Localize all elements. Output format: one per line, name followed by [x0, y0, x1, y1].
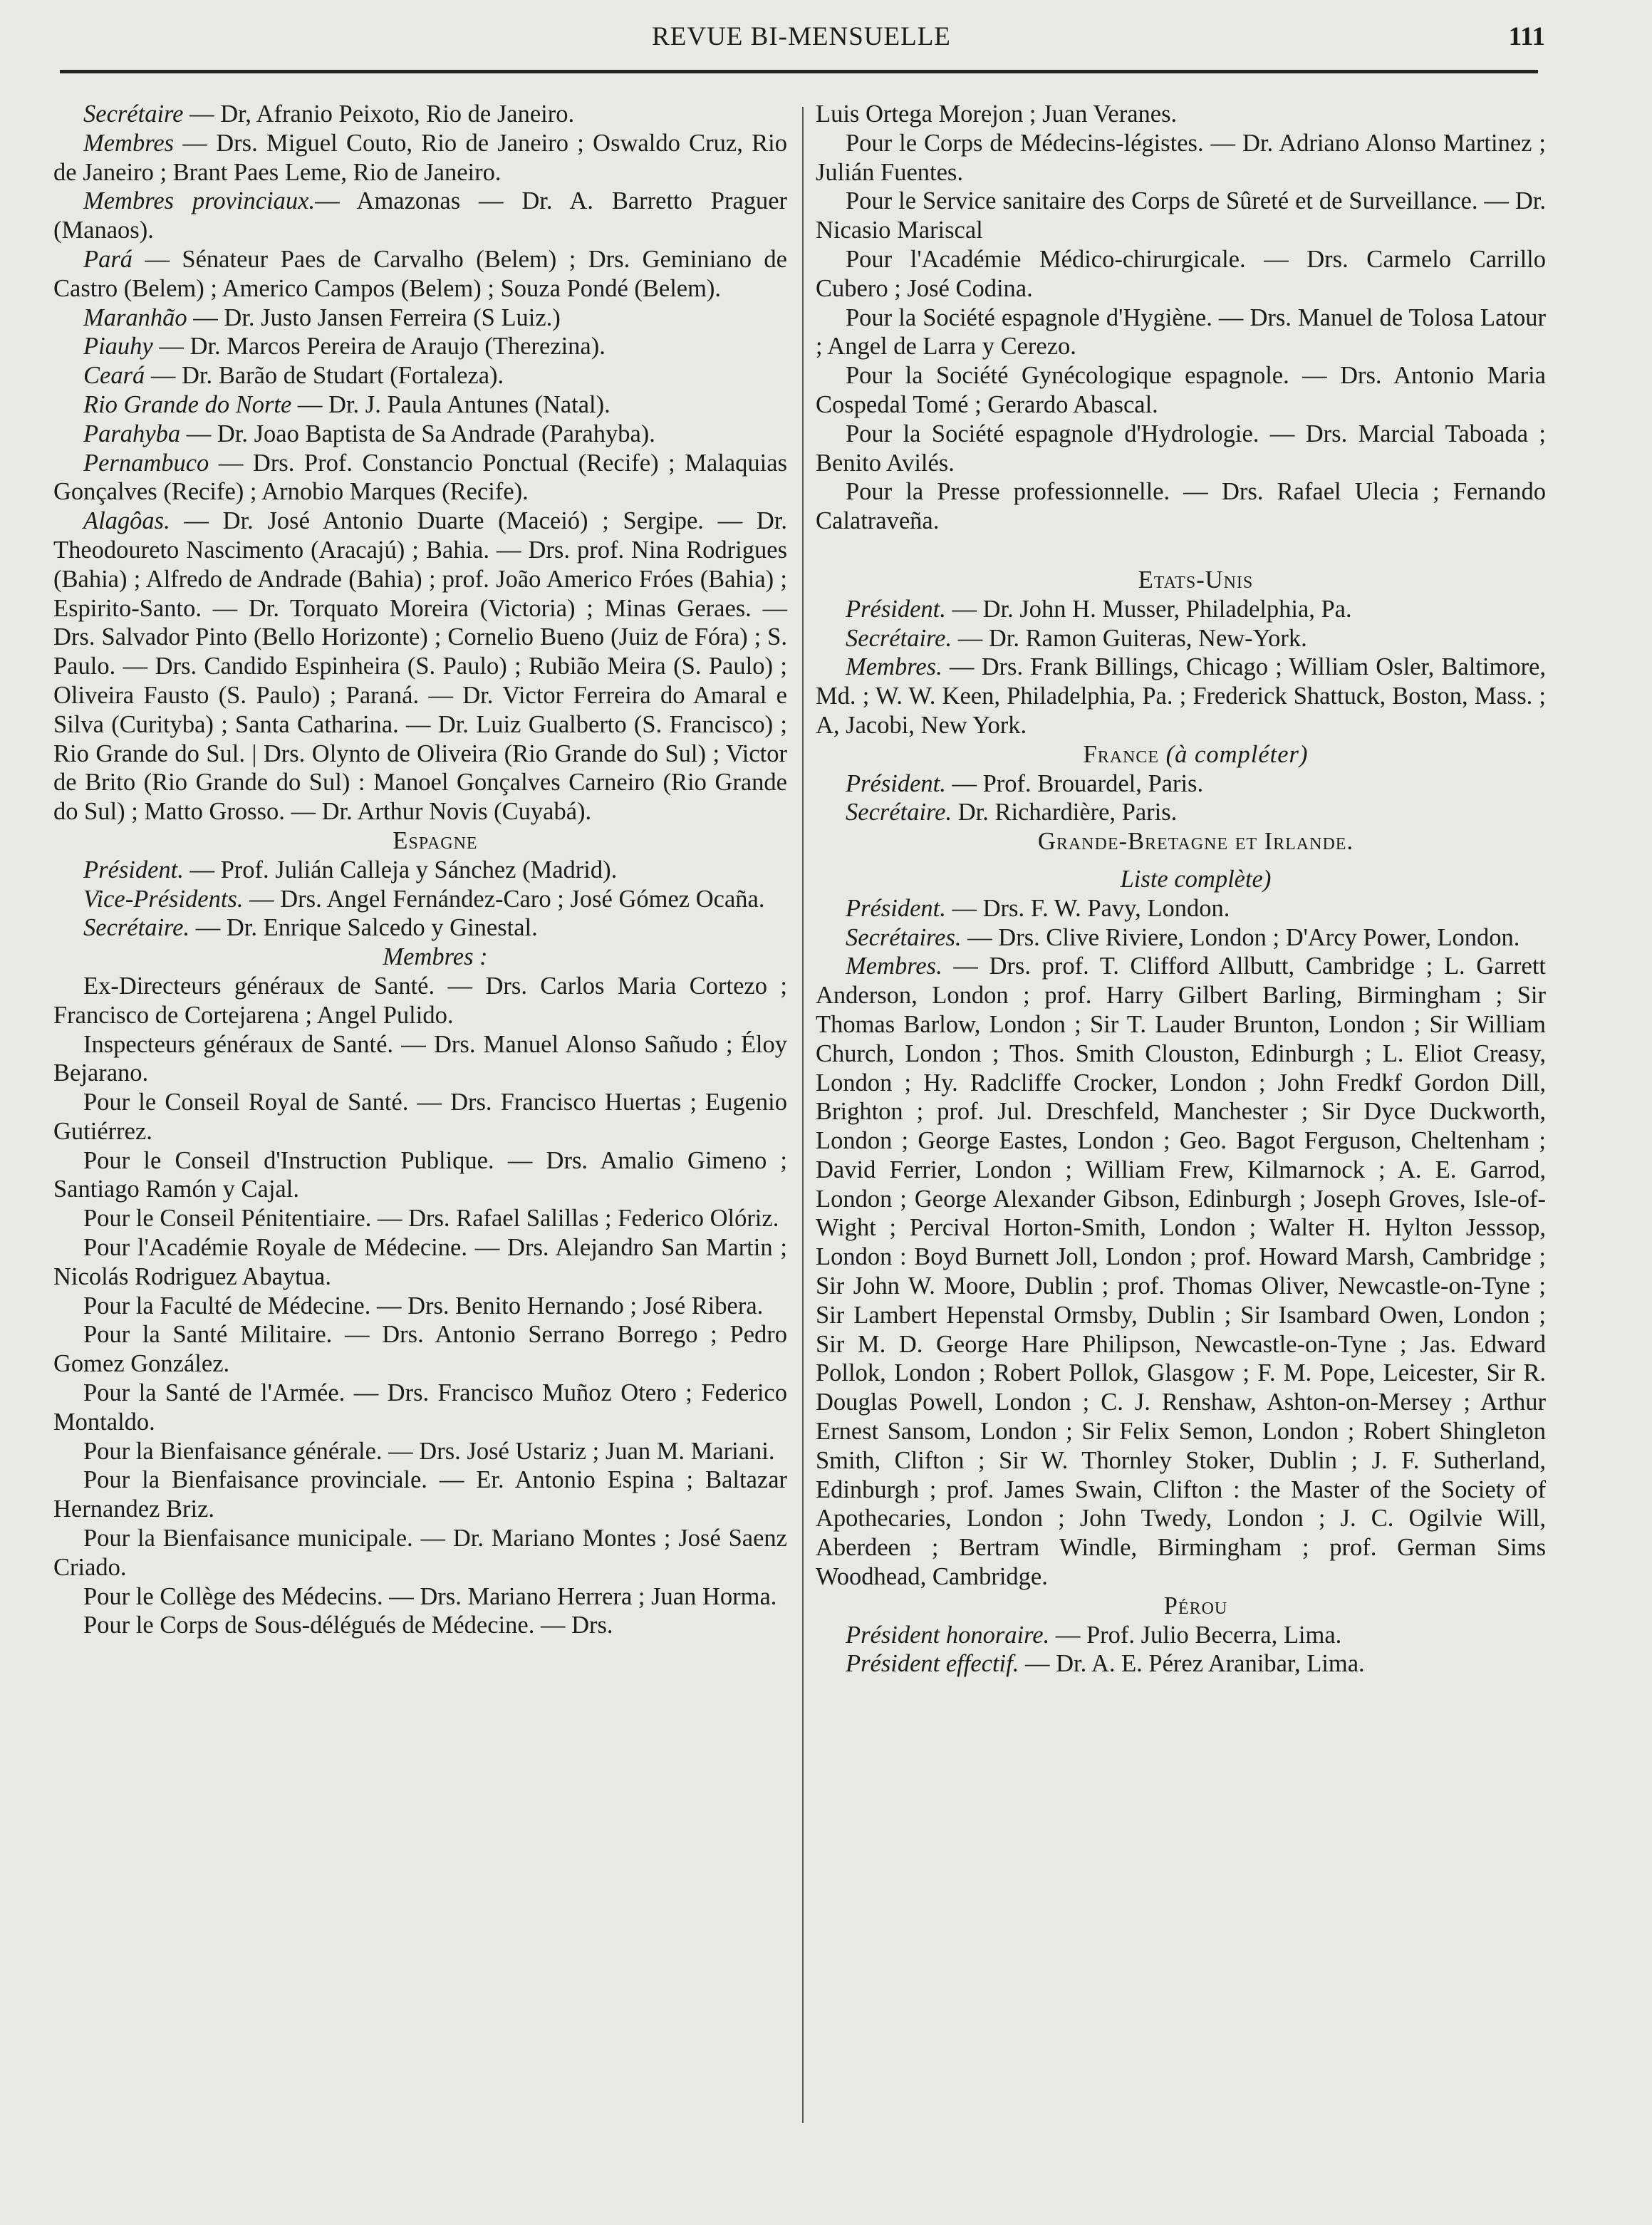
entry: Pour la Bienfaisance provinciale. — Er. Antonio Espina ; Baltazar Hernandez Briz. [53, 1466, 787, 1523]
spain-members [53, 972, 787, 1640]
left-column [53, 100, 787, 1640]
entry-text: — Dr. José Antonio Duarte (Maceió) ; Sergipe. — Dr. Theodoureto Nascimento (Aracajú) ; Bahia. — Drs. prof. Nina Rodrigues (Bahia) ; Alfredo de Andrade (Bahia) ; prof. João Americo Fróes (Bahia) ; Espirito-Santo. — Dr. Torquato Moreira (Victoria) ; Minas Geraes. — Drs. Salvador Pinto (Bello Horizonte) ; Cornelio Bueno (Juiz de Fóra) ; S. Paulo. — Drs. Candido Espinheira (S. Paulo) ; Rubião Meira (S. Paulo) ; Oliveira Fausto (S. Paulo) ; Paraná. — Dr. Victor Ferreira do Amaral e Silva (Curityba) ; Santa Catharina. — Dr. Luiz Gualberto (S. Francisco) ; Rio Grande do Sul. | Drs. Olynto de Oliveira (Rio Grande do Sul) ; Victor de Brito (Rio Grande do Sul) : Manoel Gonçalves Carneiro (Rio Grande do Sul) ; Matto Grosso. — Dr. Arthur Novis (Cuyabá). [53, 507, 787, 826]
entry [53, 100, 787, 129]
entry: Pour le Collège des Médecins. — Drs. Mariano Herrera ; Juan Horma. [83, 1582, 777, 1610]
entry: Luis Ortega Morejon ; Juan Veranes. [816, 100, 1178, 128]
spain-continued [816, 100, 1546, 536]
entry-role: Membres. [846, 653, 942, 681]
entry [53, 449, 787, 507]
entry: Pour la Santé de l'Armée. — Drs. Francisco Muñoz Otero ; Federico Montaldo. [53, 1379, 787, 1436]
entry: Pour l'Académie Royale de Médecine. — Drs. Alejandro San Martin ; Nicolás Rodriguez Abaytua. [53, 1234, 787, 1290]
entry-text: — Prof. Brouardel, Paris. [945, 769, 1204, 797]
entry: Pour le Service sanitaire des Corps de Sûreté et de Surveillance. — Dr. Nicasio Mariscal [816, 187, 1546, 244]
entry-text: — Dr. J. Paula Antunes (Natal). [291, 390, 611, 418]
entry [816, 1649, 1546, 1679]
entry-text: — Prof. Julio Becerra, Lima. [1049, 1621, 1342, 1649]
entry [816, 595, 1546, 624]
section-heading-france [816, 740, 1546, 769]
entry-text: — Drs. Frank Billings, Chicago ; William Osler, Baltimore, Md. ; W. W. Keen, Philadelphia, Pa. ; Frederick Shattuck, Boston, Mass. ; A, Jacobi, New York. [816, 653, 1546, 739]
header-rule [60, 70, 1538, 73]
entry: Pour la Société Gynécologique espagnole. — Drs. Antonio Maria Cospedal Tomé ; Gerardo Abascal. [816, 362, 1546, 418]
entry-role: Secrétaire. [846, 799, 952, 826]
entry-role: Président. [83, 856, 184, 883]
entry-text: — Amazonas — Dr. A. Barretto Praguer (Manaos). [53, 187, 788, 244]
entry: Pour la Bienfaisance municipale. — Dr. Mariano Montes ; José Saenz Criado. [53, 1525, 787, 1581]
entry [53, 885, 787, 914]
entry [816, 798, 1546, 827]
entry [816, 624, 1546, 653]
entry: Pour la Société espagnole d'Hydrologie. — Drs. Marcial Taboada ; Benito Avilés. [816, 420, 1546, 477]
entry [53, 245, 787, 304]
entry-role: Maranhão [83, 304, 187, 331]
entry-text: — Drs. Miguel Couto, Rio de Janeiro ; Oswaldo Cruz, Rio de Janeiro ; Brant Paes Leme, Rio de Janeiro. [53, 129, 787, 186]
entry: Pour le Conseil d'Instruction Publique. — Drs. Amalio Gimeno ; Santiago Ramón y Cajal. [53, 1146, 787, 1203]
running-title: REVUE BI-MENSUELLE [652, 22, 951, 51]
entry: Pour la Bienfaisance générale. — Drs. José Ustariz ; Juan M. Mariani. [83, 1437, 775, 1465]
entry-role: Membres provinciaux. [83, 187, 316, 215]
entry-role: Pernambuco [83, 449, 209, 477]
entry: Pour le Corps de Médecins-légistes. — Dr. Adriano Alonso Martinez ; Julián Fuentes. [816, 129, 1546, 186]
peru-section [816, 1621, 1546, 1679]
entry [53, 390, 787, 420]
entry-role: Président. [846, 894, 946, 922]
entry [816, 769, 1546, 799]
entry-role: Parahyba [83, 420, 181, 447]
entry [53, 507, 787, 826]
entry [53, 332, 787, 361]
entry-text: — Sénateur Paes de Carvalho (Belem) ; Drs. Geminiano de Castro (Belem) ; Americo Campos (Belem) ; Souza Pondé (Belem). [53, 245, 787, 302]
entry-text: Dr. Richardière, Paris. [952, 799, 1178, 826]
spain-officers [53, 856, 787, 943]
entry: Inspecteurs généraux de Santé. — Drs. Manuel Alonso Sañudo ; Éloy Bejarano. [53, 1030, 787, 1087]
entry [816, 653, 1546, 740]
entry-text: — Drs. Clive Riviere, London ; D'Arcy Power, London. [961, 923, 1520, 951]
entry-text: — Drs. prof. T. Clifford Allbutt, Cambridge ; L. Garrett Anderson, London ; prof. Harry Gilbert Barling, Birmingham ; Sir Thomas Barlow, London ; Sir T. Lauder Brunton, London ; Sir William Church, London ; Thos. Smith Clouston, Edinburgh ; L. Eliot Creasy, London ; Hy. Radcliffe Crocker, London ; John Fredkf Gordon Dill, Brighton ; prof. Jul. Dreschfeld, Manchester ; Sir Dyce Duckworth, London ; George Eastes, London ; Geo. Bagot Ferguson, Cheltenham ; David Ferrier, London ; William Frew, Kilmarnock ; A. E. Garrod, London ; George Alexander Gibson, Edinburgh ; Joseph Groves, Isle-of-Wight ; Percival Horton-Smith, London ; Walter H. Hylton Jesssop, London : Boyd Burnett Joll, London ; prof. Howard Marsh, Cambridge ; Sir John W. Moore, Dublin ; prof. Thomas Oliver, Newcastle-on-Tyne ; Sir Lambert Hepenstal Ormsby, Dublin ; Sir Isambard Owen, London ; Sir M. D. George Hare Philipson, Newcastle-on-Tyne ; Jas. Edward Pollok, London ; Robert Pollok, Glasgow ; F. M. Pope, Leicester, Sir R. Douglas Powell, London ; C. J. Renshaw, Ashton-on-Mersey ; Arthur Ernest Sansom, London ; Sir Felix Semon, London ; Robert Shingleton Smith, Clifton ; Sir W. Thornley Stoker, Dublin ; J. F. Sutherland, Edinburgh ; prof. James Swain, Clifton : the Master of the Society of Apothecaries, London ; John Twedy, London ; J. C. Ogilvie Will, Aberdeen ; Bertram Windle, Birmingham ; prof. German Sims Woodhead, Cambridge. [816, 953, 1546, 1591]
entry: Pour la Santé Militaire. — Drs. Antonio Serrano Borrego ; Pedro Gomez González. [53, 1321, 787, 1378]
uk-section [816, 894, 1546, 1592]
entry [53, 187, 787, 245]
entry: Ex-Directeurs généraux de Santé. — Drs. Carlos Maria Cortezo ; Francisco de Cortejarena ; Angel Pulido. [53, 972, 787, 1029]
usa-section [816, 595, 1546, 740]
entry: Pour l'Académie Médico-chirurgicale. — Drs. Carmelo Carrillo Cubero ; José Codina. [816, 245, 1546, 302]
entry-text: — Dr. Justo Jansen Ferreira (S Luiz.) [187, 304, 561, 331]
france-heading-note: (à compléter) [1165, 740, 1309, 768]
entry-text: — Dr. Enrique Salcedo y Ginestal. [189, 914, 538, 942]
entry-text: — Dr, Afranio Peixoto, Rio de Janeiro. [183, 100, 575, 128]
entry-role: Alagôas. [83, 507, 170, 535]
entry-role: Secrétaires. [846, 923, 962, 951]
entry [816, 952, 1546, 1592]
right-column [816, 100, 1546, 1679]
entry-role: Président effectif. [846, 1650, 1019, 1678]
uk-subheading: Liste complète) [1120, 865, 1272, 893]
entry-role: Membres [83, 129, 175, 157]
entry-role: Président honoraire. [846, 1621, 1050, 1649]
entry-text: — Prof. Julián Calleja y Sánchez (Madrid). [183, 856, 618, 883]
entry [53, 856, 787, 885]
entry [816, 923, 1546, 953]
entry: Pour la Presse professionnelle. — Drs. Rafael Ulecia ; Fernando Calatraveña. [816, 478, 1546, 535]
entry [53, 420, 787, 449]
entry-text: — Dr. Ramon Guiteras, New-York. [952, 624, 1307, 652]
entry-text: — Dr. Barão de Studart (Fortaleza). [145, 362, 504, 390]
entry [53, 913, 787, 943]
entry [53, 304, 787, 333]
entry-text: — Drs. Angel Fernández-Caro ; José Gómez Ocaña. [243, 885, 765, 913]
entry: Pour la Faculté de Médecine. — Drs. Benito Hernando ; José Ribera. [83, 1292, 764, 1319]
entry-text: — Dr. John H. Musser, Philadelphia, Pa. [945, 595, 1352, 623]
entry-role: Piauhy [83, 333, 153, 361]
entry-role: Président. [846, 595, 946, 623]
section-heading-usa: Etats-Unis [1138, 566, 1254, 593]
entry-text: — Drs. Prof. Constancio Ponctual (Recife) ; Malaquias Gonçalves (Recife) ; Arnobio Marques (Recife). [53, 449, 787, 506]
entry: Pour le Conseil Pénitentiaire. — Drs. Rafael Salillas ; Federico Olóriz. [83, 1205, 779, 1233]
entry [816, 1621, 1546, 1650]
entry-role: Membres. [846, 953, 942, 980]
brazil-section [53, 100, 787, 826]
france-heading-label: France [1083, 740, 1160, 768]
column-divider [802, 107, 804, 2123]
entry: Pour le Corps de Sous-délégués de Médecine. — Drs. [83, 1612, 613, 1639]
entry-role: Vice-Présidents. [83, 885, 244, 913]
entry-role: Président. [846, 769, 946, 797]
entry-text: — Drs. F. W. Pavy, London. [945, 894, 1230, 922]
entry-role: Secrétaire [83, 100, 184, 128]
entry-role: Pará [83, 245, 133, 273]
section-heading-uk: Grande-Bretagne et Irlande. [1037, 828, 1354, 856]
section-heading-peru: Pérou [1163, 1592, 1228, 1619]
france-section [816, 769, 1546, 828]
members-heading: Membres : [383, 943, 488, 971]
entry-role: Ceará [83, 362, 145, 390]
entry-role: Secrétaire. [846, 624, 952, 652]
running-head [0, 21, 1652, 61]
entry [53, 361, 787, 390]
entry: Pour le Conseil Royal de Santé. — Drs. Francisco Huertas ; Eugenio Gutiérrez. [53, 1089, 787, 1145]
entry: Pour la Société espagnole d'Hygiène. — Drs. Manuel de Tolosa Latour ; Angel de Larra y Cerezo. [816, 304, 1546, 361]
entry [816, 894, 1546, 923]
entry-text: — Dr. Marcos Pereira de Araujo (Therezina). [152, 333, 606, 361]
entry-role: Rio Grande do Norte [83, 390, 292, 418]
section-heading-spain: Espagne [393, 826, 478, 854]
entry-text: — Dr. Joao Baptista de Sa Andrade (Parahyba). [180, 420, 655, 447]
entry [53, 129, 787, 187]
page-number: 111 [1508, 22, 1545, 51]
entry-text: — Dr. A. E. Pérez Aranibar, Lima. [1019, 1650, 1365, 1678]
entry-role: Secrétaire. [83, 914, 190, 942]
